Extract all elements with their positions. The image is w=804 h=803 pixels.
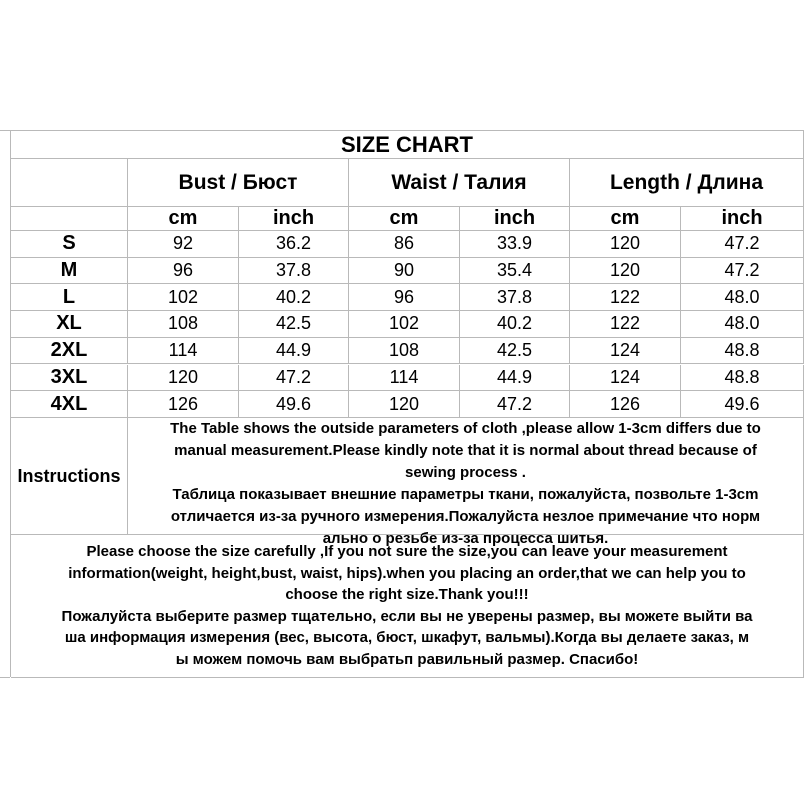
measurement-value: 96 — [349, 284, 460, 311]
measurement-value: 37.8 — [460, 284, 570, 311]
instructions-text — [128, 418, 804, 547]
measurement-value: 90 — [349, 258, 460, 285]
measurement-value: 120 — [349, 391, 460, 418]
measurement-value: 124 — [570, 338, 681, 365]
unit-header: inch — [460, 207, 570, 231]
measurement-value: 48.0 — [681, 284, 804, 311]
unit-corner-cell — [11, 207, 128, 231]
measurement-value: 92 — [128, 231, 239, 258]
measurement-value: 49.6 — [239, 391, 349, 418]
measurement-value: 44.9 — [460, 365, 570, 392]
measurement-value: 122 — [570, 284, 681, 311]
measurement-value: 36.2 — [239, 231, 349, 258]
size-label: S — [11, 231, 128, 258]
measurement-value: 44.9 — [239, 338, 349, 365]
measurement-value: 126 — [128, 391, 239, 418]
measurement-value: 102 — [128, 284, 239, 311]
instructions-line: Таблица показывает внешние параметры ткани, пожалуйста, позвольте 1-3cm — [172, 486, 759, 503]
header-bust: Bust / Бюст — [128, 159, 349, 207]
measurement-value: 120 — [570, 258, 681, 285]
note-line: Please choose the size carefully ,If you not sure the size,you can leave your measurement — [86, 543, 728, 560]
measurement-value: 48.0 — [681, 311, 804, 338]
header-length: Length / Длина — [570, 159, 804, 207]
header-waist: Waist / Талия — [349, 159, 570, 207]
note-line: information(weight, height,bust, waist, hips).when you placing an order,that we can help you to — [68, 564, 746, 582]
size-label: XL — [11, 311, 128, 338]
note-line: Пожалуйста выберите размер тщательно, если вы не уверены размер, вы можете выйти ва — [61, 607, 753, 625]
instructions-line: отличается из-за ручного измерения.Пожалуйста незлое примечание что норм — [170, 508, 761, 525]
chart-title: SIZE CHART — [11, 131, 804, 159]
measurement-value: 122 — [570, 311, 681, 338]
note-line: choose the right size.Thank you!!! — [285, 586, 529, 604]
size-label: L — [11, 284, 128, 311]
size-chart-table — [10, 130, 804, 677]
note-line: ша информация измерения (вес, высота, бюст, шкафут, вальмы).Когда вы делаете заказ, м — [64, 629, 750, 647]
measurement-value: 47.2 — [681, 258, 804, 285]
measurement-value: 108 — [349, 338, 460, 365]
measurement-value: 96 — [128, 258, 239, 285]
size-label: 4XL — [11, 391, 128, 418]
instructions-line: The Table shows the outside parameters of cloth ,please allow 1-3cm differs due to — [170, 420, 761, 437]
measurement-value: 124 — [570, 365, 681, 392]
instructions-label: Instructions — [11, 418, 128, 535]
measurement-value: 49.6 — [681, 391, 804, 418]
measurement-value: 47.2 — [681, 231, 804, 258]
measurement-value: 48.8 — [681, 338, 804, 365]
measurement-value: 108 — [128, 311, 239, 338]
measurement-value: 102 — [349, 311, 460, 338]
unit-header: cm — [570, 207, 681, 231]
measurement-value: 47.2 — [460, 391, 570, 418]
unit-header: inch — [681, 207, 804, 231]
size-label: 3XL — [11, 365, 128, 392]
size-label: 2XL — [11, 338, 128, 365]
edge-line — [0, 677, 10, 678]
measurement-value: 114 — [128, 338, 239, 365]
unit-header: inch — [239, 207, 349, 231]
corner-cell — [11, 159, 128, 207]
measurement-value: 42.5 — [239, 311, 349, 338]
unit-header: cm — [128, 207, 239, 231]
measurement-value: 120 — [570, 231, 681, 258]
measurement-value: 35.4 — [460, 258, 570, 285]
measurement-value: 40.2 — [460, 311, 570, 338]
size-selection-note — [11, 535, 804, 678]
measurement-value: 114 — [349, 365, 460, 392]
edge-line — [0, 130, 10, 131]
measurement-value: 48.8 — [681, 365, 804, 392]
measurement-value: 86 — [349, 231, 460, 258]
instructions-line: sewing process . — [405, 464, 526, 481]
measurement-value: 126 — [570, 391, 681, 418]
note-line: ы можем помочь вам выбратьп равильный размер. Спасибо! — [175, 650, 639, 668]
measurement-value: 47.2 — [239, 365, 349, 392]
measurement-value: 37.8 — [239, 258, 349, 285]
unit-header: cm — [349, 207, 460, 231]
measurement-value: 120 — [128, 365, 239, 392]
instructions-line: manual measurement.Please kindly note that it is normal about thread because of — [174, 442, 757, 459]
measurement-value: 40.2 — [239, 284, 349, 311]
measurement-value: 42.5 — [460, 338, 570, 365]
instructions-line: ально о резьбе из-за процесса шитья. — [322, 530, 609, 547]
measurement-value: 33.9 — [460, 231, 570, 258]
size-label: M — [11, 258, 128, 285]
